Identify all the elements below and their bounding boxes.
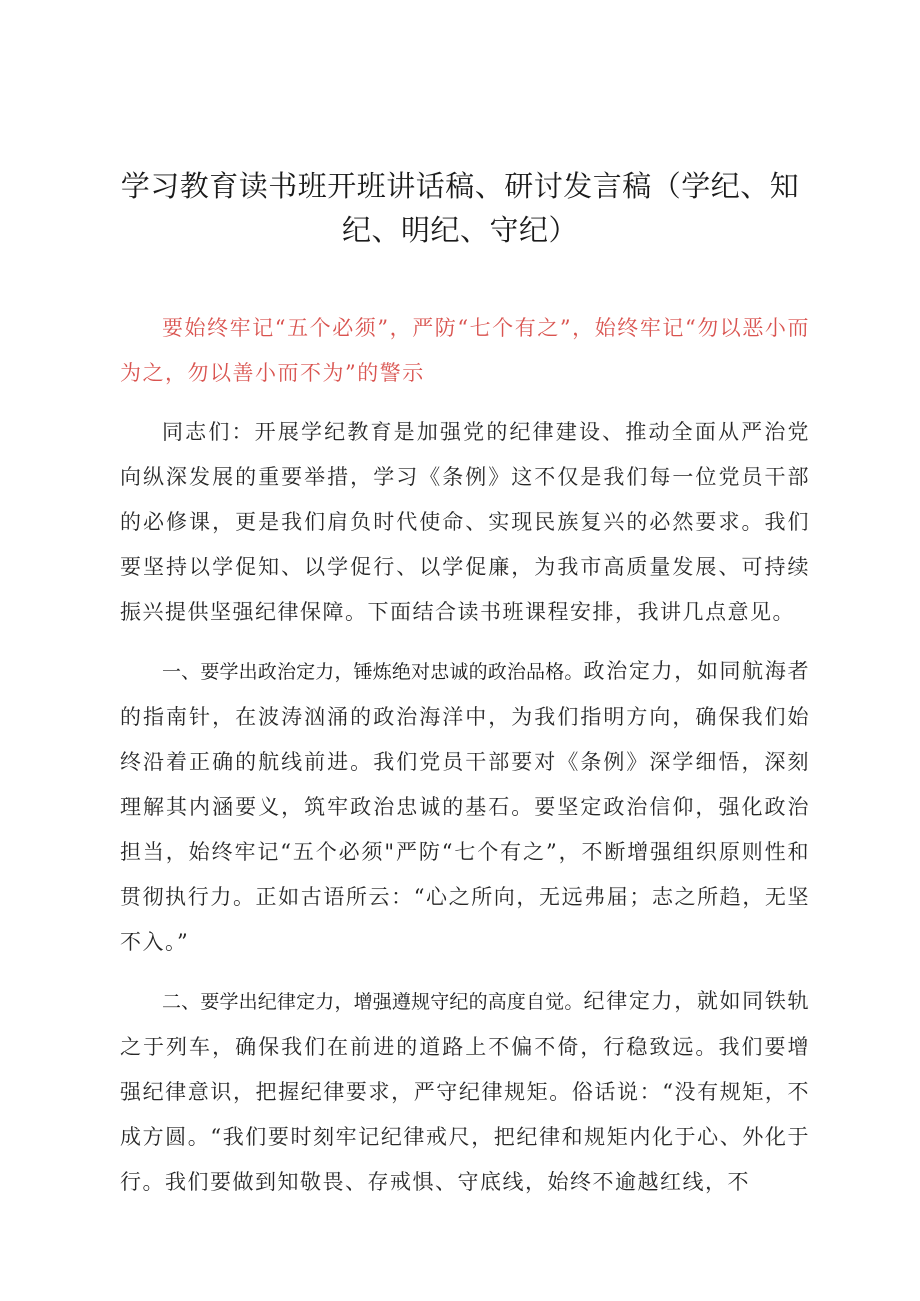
section-text-1: 政治定力，如同航海者的指南针，在波涛汹涌的政治海洋中，为我们指明方向，确保我们始终沿着正确的航线前进。我们党员干部要对《条例》深学细悟，深刻理解其内涵要义，筑牢政治忠诚的基石。要坚定政治信仰，强化政治担当，始终牢记“五个必须"严防“七个有之”，不断增强组织原则性和贯彻执行力。正如古语所云：“心之所向，无远弗届；志之所趋，无坚不入。” <box>120 659 810 954</box>
intro-paragraph: 同志们：开展学纪教育是加强党的纪律建设、推动全面从严治党向纵深发展的重要举措，学习《条例》这不仅是我们每一位党员干部的必修课，更是我们肩负时代使命、实现民族复兴的必然要求。我们要坚持以学促知、以学促行、以学促廉，为我市高质量发展、可持续振兴提供坚强纪律保障。下面结合读书班课程安排，我讲几点意见。 <box>120 420 810 624</box>
section-paragraph-1 <box>120 649 810 965</box>
document-body <box>120 306 810 1219</box>
section-paragraph-2 <box>120 979 810 1205</box>
section-text-2: 纪律定力，就如同铁轨之于列车，确保我们在前进的道路上不偏不倚，行稳致远。我们要增强纪律意识，把握纪律要求，严守纪律规矩。俗话说：“没有规矩，不成方圆。“我们要时刻牢记纪律戒尺，把纪律和规矩内化于心、外化于行。我们要做到知敬畏、存戒惧、守底线，始终不逾越红线，不 <box>120 989 810 1194</box>
section-heading-1: 一、要学出政治定力，锤炼绝对忠诚的政治品格。 <box>162 661 584 683</box>
document-title: 学习教育读书班开班讲话稿、研讨发言稿（学纪、知纪、明纪、守纪） <box>120 169 800 247</box>
section-heading-2: 二、要学出纪律定力，增强遵规守纪的高度自觉。 <box>162 991 584 1013</box>
subtitle-paragraph: 要始终牢记“五个必须”，严防“七个有之”，始终牢记“勿以恶小而为之，勿以善小而不为”的警示 <box>120 316 810 385</box>
